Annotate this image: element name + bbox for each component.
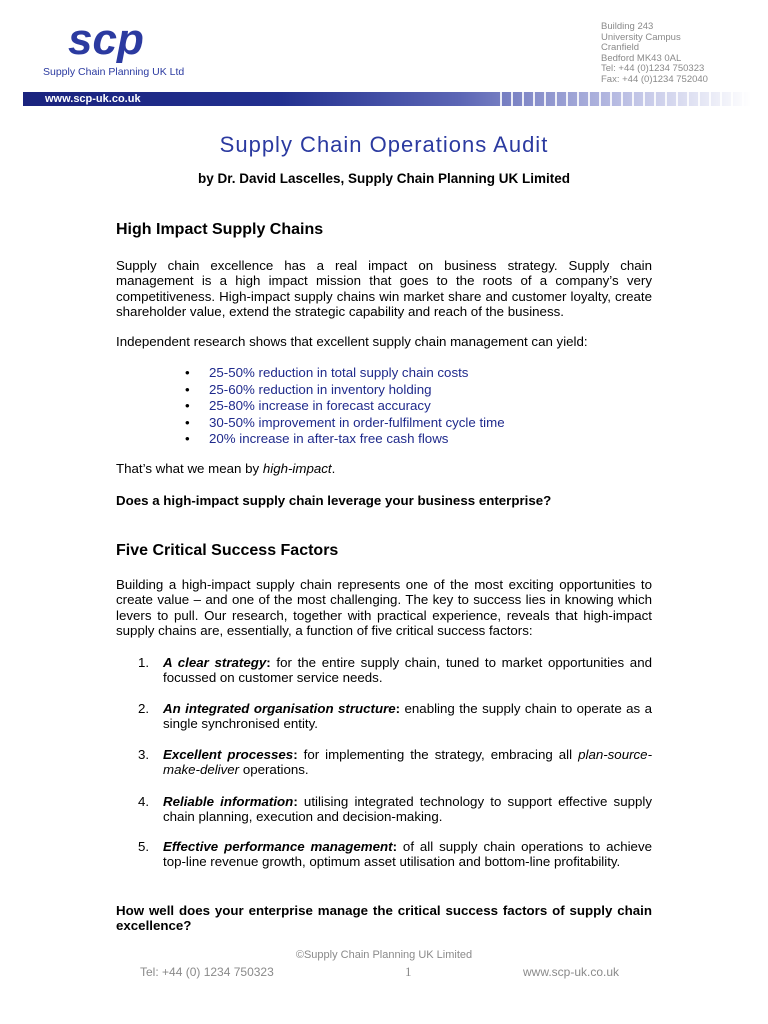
section-heading-high-impact: High Impact Supply Chains bbox=[116, 221, 324, 238]
list-item: • 25-60% reduction in inventory holding bbox=[190, 382, 505, 399]
high-impact-definition: That’s what we mean by high-impact. bbox=[116, 461, 336, 476]
list-item: 4. Reliable information: utilising integrated technology to support effective supply chain planning, execution and decision-making. bbox=[138, 794, 652, 825]
page-number: 1 bbox=[405, 964, 412, 979]
company-tagline: Supply Chain Planning UK Ltd bbox=[43, 66, 185, 78]
list-item: • 25-80% increase in forecast accuracy bbox=[190, 398, 505, 415]
section2-paragraph: Building a high-impact supply chain represents one of the most exciting opportunities to create value – and one of the most challenging. The key to success lies in knowing which levers to pull. Our research, together with practical experience, reveals that high-impact supply chains are, essentially, a function of five critical success factors: bbox=[116, 577, 652, 638]
address-line: Fax: +44 (0)1234 752040 bbox=[601, 73, 708, 85]
section1-paragraph: Supply chain excellence has a real impact on business strategy. Supply chain management is a high impact mission that goes to the roots of a company’s very competitiveness. High-impact supply chains win market share and customer loyalty, create shareholder value, extend the strategic capability and reach of the business. bbox=[116, 258, 652, 319]
address-line: Cranfield bbox=[601, 42, 640, 54]
list-item: • 25-50% reduction in total supply chain costs bbox=[190, 365, 505, 382]
section1-research-intro: Independent research shows that excellent supply chain management can yield: bbox=[116, 334, 588, 349]
header-url-link[interactable]: www.scp-uk.co.uk bbox=[45, 93, 141, 105]
address-line: Tel: +44 (0)1234 750323 bbox=[601, 63, 705, 75]
section1-question: Does a high-impact supply chain leverage your business enterprise? bbox=[116, 493, 552, 508]
address-line: University Campus bbox=[601, 31, 681, 43]
document-byline: by Dr. David Lascelles, Supply Chain Planning UK Limited bbox=[197, 171, 571, 186]
company-address bbox=[601, 22, 708, 86]
list-item: 2. An integrated organisation structure: enabling the supply chain to operate as a single synchronised entity. bbox=[138, 701, 652, 732]
section2-question: How well does your enterprise manage the critical success factors of supply chain excellence? bbox=[116, 903, 652, 934]
list-item: • 20% increase in after-tax free cash flows bbox=[190, 431, 505, 448]
footer-website-link[interactable]: www.scp-uk.co.uk bbox=[523, 965, 620, 979]
footer-copyright: ©Supply Chain Planning UK Limited bbox=[295, 949, 473, 961]
list-item: 3. Excellent processes: for implementing the strategy, embracing all plan-source-make-deliver operations. bbox=[138, 747, 652, 778]
section-heading-success-factors: Five Critical Success Factors bbox=[116, 542, 339, 559]
list-item: 1. A clear strategy: for the entire supply chain, tuned to market opportunities and focussed on customer service needs. bbox=[138, 655, 652, 686]
list-item: 5. Effective performance management: of all supply chain operations to achieve top-line revenue growth, optimum asset utilisation and bottom-line profitability. bbox=[138, 839, 652, 870]
address-line: Building 243 bbox=[601, 21, 654, 32]
footer-telephone: Tel: +44 (0) 1234 750323 bbox=[140, 965, 274, 979]
address-line: Bedford MK43 0AL bbox=[601, 52, 682, 64]
benefits-list bbox=[190, 365, 505, 448]
document-title: Supply Chain Operations Audit bbox=[219, 132, 549, 157]
logo-text: scp bbox=[68, 16, 144, 64]
list-item: • 30-50% improvement in order-fulfilment cycle time bbox=[190, 415, 505, 432]
